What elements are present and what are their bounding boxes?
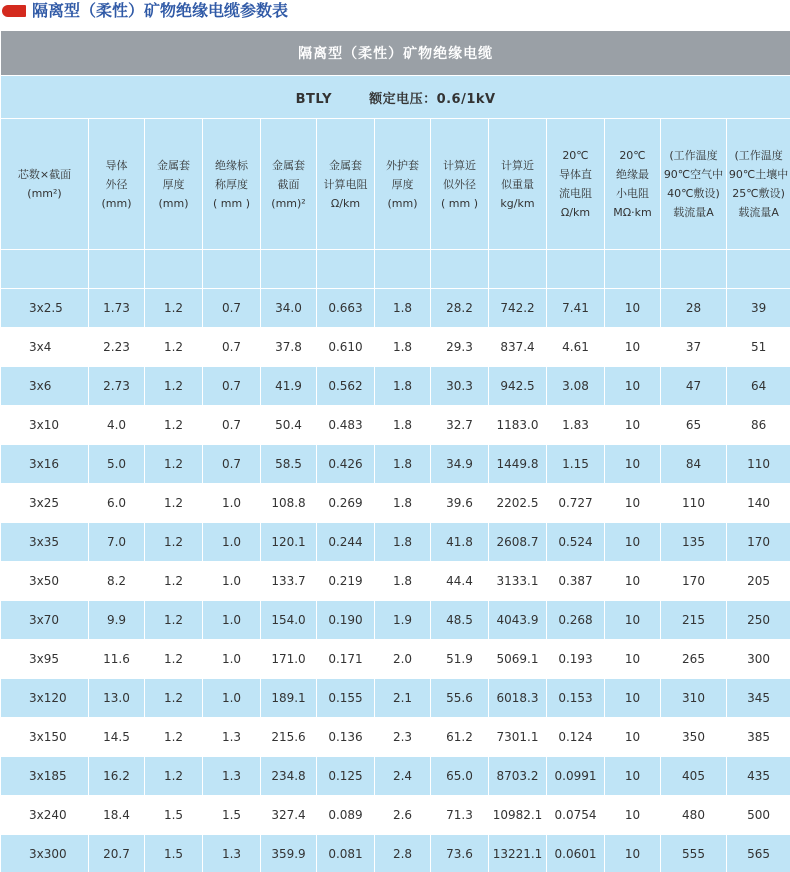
table-row <box>1 523 790 562</box>
table-cell: 2608.7 <box>489 523 547 562</box>
table-cell: 2.6 <box>375 796 431 835</box>
table-cell: 3x185 <box>1 757 89 796</box>
table-cell: 1.8 <box>375 484 431 523</box>
table-cell: 47 <box>661 367 727 406</box>
table-cell: 48.5 <box>431 601 489 640</box>
table-cell: 58.5 <box>261 445 317 484</box>
table-cell: 265 <box>661 640 727 679</box>
table-cell: 10 <box>605 484 661 523</box>
table-cell: 1.5 <box>145 835 203 872</box>
blank-cell <box>431 250 489 289</box>
table-cell: 1.2 <box>145 289 203 328</box>
table-cell: 3x300 <box>1 835 89 872</box>
table-cell: 0.171 <box>317 640 375 679</box>
table-cell: 4.61 <box>547 328 605 367</box>
table-cell: 405 <box>661 757 727 796</box>
table-cell: 1.0 <box>203 523 261 562</box>
table-cell: 300 <box>727 640 790 679</box>
table-row <box>1 406 790 445</box>
table-cell: 3x25 <box>1 484 89 523</box>
table-cell: 942.5 <box>489 367 547 406</box>
table-cell: 0.7 <box>203 289 261 328</box>
table-cell: 310 <box>661 679 727 718</box>
table-row <box>1 757 790 796</box>
table-cell: 10 <box>605 601 661 640</box>
table-cell: 3x35 <box>1 523 89 562</box>
table-cell: 565 <box>727 835 790 872</box>
table-cell: 1.83 <box>547 406 605 445</box>
table-cell: 3x95 <box>1 640 89 679</box>
table-cell: 13221.1 <box>489 835 547 872</box>
table-cell: 170 <box>727 523 790 562</box>
table-cell: 3x2.5 <box>1 289 89 328</box>
table-cell: 359.9 <box>261 835 317 872</box>
table-cell: 39.6 <box>431 484 489 523</box>
table-cell: 2.4 <box>375 757 431 796</box>
table-row <box>1 367 790 406</box>
table-subtitle <box>1 76 790 119</box>
table-cell: 0.0601 <box>547 835 605 872</box>
blank-cell <box>605 250 661 289</box>
table-cell: 10982.1 <box>489 796 547 835</box>
table-cell: 0.125 <box>317 757 375 796</box>
table-cell: 1449.8 <box>489 445 547 484</box>
table-cell: 64 <box>727 367 790 406</box>
table-cell: 0.153 <box>547 679 605 718</box>
table-cell: 1.2 <box>145 601 203 640</box>
table-cell: 41.8 <box>431 523 489 562</box>
parameter-table-container <box>0 30 790 872</box>
table-cell: 51 <box>727 328 790 367</box>
table-row <box>1 796 790 835</box>
table-cell: 28 <box>661 289 727 328</box>
table-cell: 71.3 <box>431 796 489 835</box>
blank-cell <box>1 250 89 289</box>
table-cell: 13.0 <box>89 679 145 718</box>
table-cell: 84 <box>661 445 727 484</box>
table-cell: 10 <box>605 679 661 718</box>
table-cell: 6.0 <box>89 484 145 523</box>
table-cell: 0.190 <box>317 601 375 640</box>
table-cell: 0.268 <box>547 601 605 640</box>
table-cell: 0.269 <box>317 484 375 523</box>
table-cell: 1.9 <box>375 601 431 640</box>
table-cell: 18.4 <box>89 796 145 835</box>
blank-cell <box>261 250 317 289</box>
table-cell: 3.08 <box>547 367 605 406</box>
table-cell: 0.124 <box>547 718 605 757</box>
table-cell: 34.9 <box>431 445 489 484</box>
table-cell: 250 <box>727 601 790 640</box>
table-row <box>1 328 790 367</box>
table-cell: 742.2 <box>489 289 547 328</box>
table-cell: 14.5 <box>89 718 145 757</box>
table-cell: 10 <box>605 367 661 406</box>
table-cell: 215.6 <box>261 718 317 757</box>
blank-cell <box>145 250 203 289</box>
table-cell: 1.3 <box>203 757 261 796</box>
table-cell: 41.9 <box>261 367 317 406</box>
table-cell: 0.7 <box>203 328 261 367</box>
column-header: 外护套 厚度 (mm) <box>375 119 431 250</box>
table-cell: 0.483 <box>317 406 375 445</box>
table-title: 隔离型（柔性）矿物绝缘电缆 <box>1 31 790 76</box>
table-cell: 1183.0 <box>489 406 547 445</box>
table-cell: 32.7 <box>431 406 489 445</box>
table-cell: 10 <box>605 523 661 562</box>
table-cell: 65.0 <box>431 757 489 796</box>
table-cell: 10 <box>605 562 661 601</box>
blank-cell <box>547 250 605 289</box>
table-cell: 480 <box>661 796 727 835</box>
table-cell: 0.524 <box>547 523 605 562</box>
table-cell: 7.0 <box>89 523 145 562</box>
table-cell: 34.0 <box>261 289 317 328</box>
table-cell: 1.8 <box>375 289 431 328</box>
table-cell: 110 <box>727 445 790 484</box>
table-cell: 2.73 <box>89 367 145 406</box>
table-cell: 39 <box>727 289 790 328</box>
table-cell: 1.73 <box>89 289 145 328</box>
table-cell: 0.155 <box>317 679 375 718</box>
table-cell: 385 <box>727 718 790 757</box>
table-cell: 0.0754 <box>547 796 605 835</box>
table-cell: 3x4 <box>1 328 89 367</box>
table-cell: 3x16 <box>1 445 89 484</box>
table-cell: 2.8 <box>375 835 431 872</box>
table-cell: 4043.9 <box>489 601 547 640</box>
table-cell: 0.081 <box>317 835 375 872</box>
table-cell: 327.4 <box>261 796 317 835</box>
table-cell: 1.8 <box>375 328 431 367</box>
table-cell: 1.8 <box>375 406 431 445</box>
table-cell: 350 <box>661 718 727 757</box>
table-row <box>1 640 790 679</box>
blank-cell <box>317 250 375 289</box>
table-cell: 4.0 <box>89 406 145 445</box>
cable-model: BTLY <box>295 91 333 107</box>
table-cell: 110 <box>661 484 727 523</box>
table-cell: 1.2 <box>145 367 203 406</box>
table-cell: 0.7 <box>203 445 261 484</box>
table-cell: 44.4 <box>431 562 489 601</box>
table-cell: 3x50 <box>1 562 89 601</box>
table-cell: 0.7 <box>203 367 261 406</box>
table-cell: 0.136 <box>317 718 375 757</box>
table-cell: 0.089 <box>317 796 375 835</box>
table-cell: 1.2 <box>145 757 203 796</box>
table-cell: 5.0 <box>89 445 145 484</box>
table-cell: 1.2 <box>145 679 203 718</box>
table-cell: 555 <box>661 835 727 872</box>
table-cell: 1.15 <box>547 445 605 484</box>
table-cell: 8.2 <box>89 562 145 601</box>
table-cell: 1.2 <box>145 445 203 484</box>
table-cell: 37.8 <box>261 328 317 367</box>
column-header: 20℃ 绝缘最 小电阻 MΩ·km <box>605 119 661 250</box>
table-cell: 1.8 <box>375 445 431 484</box>
column-header: 金属套 厚度 (mm) <box>145 119 203 250</box>
table-cell: 1.8 <box>375 562 431 601</box>
table-cell: 0.244 <box>317 523 375 562</box>
column-header: 20℃ 导体直 流电阻 Ω/km <box>547 119 605 250</box>
table-cell: 1.0 <box>203 601 261 640</box>
table-cell: 0.387 <box>547 562 605 601</box>
table-cell: 20.7 <box>89 835 145 872</box>
table-cell: 10 <box>605 445 661 484</box>
table-cell: 1.0 <box>203 640 261 679</box>
table-cell: 3x120 <box>1 679 89 718</box>
table-cell: 5069.1 <box>489 640 547 679</box>
table-cell: 0.193 <box>547 640 605 679</box>
blank-spacer-row <box>1 250 790 289</box>
table-cell: 10 <box>605 406 661 445</box>
table-cell: 37 <box>661 328 727 367</box>
table-row <box>1 445 790 484</box>
table-cell: 8703.2 <box>489 757 547 796</box>
parameter-table <box>0 30 790 872</box>
blank-cell <box>375 250 431 289</box>
table-cell: 1.2 <box>145 640 203 679</box>
table-cell: 133.7 <box>261 562 317 601</box>
table-cell: 189.1 <box>261 679 317 718</box>
table-cell: 10 <box>605 796 661 835</box>
table-cell: 0.727 <box>547 484 605 523</box>
column-header: 金属套 计算电阻 Ω/km <box>317 119 375 250</box>
table-cell: 0.0991 <box>547 757 605 796</box>
blank-cell <box>489 250 547 289</box>
column-header: 计算近 似重量 kg/km <box>489 119 547 250</box>
blank-cell <box>661 250 727 289</box>
table-cell: 0.610 <box>317 328 375 367</box>
column-header: (工作温度 90℃土壤中 25℃敷设) 载流量A <box>727 119 790 250</box>
table-cell: 1.0 <box>203 484 261 523</box>
table-cell: 28.2 <box>431 289 489 328</box>
table-cell: 3x150 <box>1 718 89 757</box>
table-cell: 29.3 <box>431 328 489 367</box>
table-cell: 3x240 <box>1 796 89 835</box>
table-cell: 215 <box>661 601 727 640</box>
table-cell: 1.0 <box>203 562 261 601</box>
table-cell: 3x70 <box>1 601 89 640</box>
table-cell: 500 <box>727 796 790 835</box>
table-cell: 2.23 <box>89 328 145 367</box>
table-cell: 65 <box>661 406 727 445</box>
table-row <box>1 718 790 757</box>
column-header: (工作温度 90℃空气中 40℃敷设) 载流量A <box>661 119 727 250</box>
table-cell: 2.1 <box>375 679 431 718</box>
table-cell: 170 <box>661 562 727 601</box>
table-cell: 6018.3 <box>489 679 547 718</box>
table-cell: 86 <box>727 406 790 445</box>
table-cell: 345 <box>727 679 790 718</box>
table-cell: 7301.1 <box>489 718 547 757</box>
table-cell: 10 <box>605 718 661 757</box>
table-cell: 16.2 <box>89 757 145 796</box>
table-cell: 1.8 <box>375 523 431 562</box>
table-cell: 7.41 <box>547 289 605 328</box>
table-cell: 2.0 <box>375 640 431 679</box>
table-cell: 837.4 <box>489 328 547 367</box>
table-cell: 1.3 <box>203 718 261 757</box>
table-cell: 1.2 <box>145 328 203 367</box>
table-cell: 55.6 <box>431 679 489 718</box>
column-header: 导体 外径 (mm) <box>89 119 145 250</box>
table-cell: 234.8 <box>261 757 317 796</box>
table-cell: 2.3 <box>375 718 431 757</box>
blank-cell <box>203 250 261 289</box>
table-cell: 3133.1 <box>489 562 547 601</box>
table-cell: 1.2 <box>145 718 203 757</box>
table-row <box>1 601 790 640</box>
table-cell: 30.3 <box>431 367 489 406</box>
table-cell: 1.2 <box>145 523 203 562</box>
table-cell: 10 <box>605 328 661 367</box>
table-cell: 10 <box>605 835 661 872</box>
table-cell: 3x10 <box>1 406 89 445</box>
table-cell: 205 <box>727 562 790 601</box>
table-cell: 154.0 <box>261 601 317 640</box>
table-row <box>1 289 790 328</box>
table-cell: 0.426 <box>317 445 375 484</box>
table-cell: 0.663 <box>317 289 375 328</box>
table-cell: 10 <box>605 289 661 328</box>
table-row <box>1 835 790 872</box>
table-cell: 140 <box>727 484 790 523</box>
rated-voltage: 额定电压：0.6/1kV <box>369 91 496 107</box>
table-cell: 435 <box>727 757 790 796</box>
table-row <box>1 484 790 523</box>
page-heading <box>0 0 790 22</box>
table-cell: 2202.5 <box>489 484 547 523</box>
column-header: 金属套 截面 (mm)² <box>261 119 317 250</box>
table-cell: 11.6 <box>89 640 145 679</box>
table-cell: 0.562 <box>317 367 375 406</box>
table-cell: 0.7 <box>203 406 261 445</box>
table-cell: 1.8 <box>375 367 431 406</box>
table-cell: 1.2 <box>145 562 203 601</box>
table-cell: 1.2 <box>145 484 203 523</box>
table-cell: 135 <box>661 523 727 562</box>
table-cell: 120.1 <box>261 523 317 562</box>
table-cell: 10 <box>605 640 661 679</box>
table-cell: 1.5 <box>203 796 261 835</box>
table-cell: 0.219 <box>317 562 375 601</box>
table-cell: 1.3 <box>203 835 261 872</box>
table-cell: 51.9 <box>431 640 489 679</box>
table-row <box>1 562 790 601</box>
table-cell: 9.9 <box>89 601 145 640</box>
table-cell: 1.0 <box>203 679 261 718</box>
column-header: 绝缘标 称厚度 ( mm ) <box>203 119 261 250</box>
table-cell: 171.0 <box>261 640 317 679</box>
table-cell: 1.2 <box>145 406 203 445</box>
page-title: 隔离型（柔性）矿物绝缘电缆参数表 <box>32 1 289 20</box>
table-cell: 10 <box>605 757 661 796</box>
heading-marker <box>2 5 26 17</box>
table-cell: 3x6 <box>1 367 89 406</box>
table-row <box>1 679 790 718</box>
column-header: 芯数×截面 (mm²) <box>1 119 89 250</box>
table-cell: 50.4 <box>261 406 317 445</box>
blank-cell <box>727 250 790 289</box>
table-cell: 73.6 <box>431 835 489 872</box>
table-cell: 1.5 <box>145 796 203 835</box>
blank-cell <box>89 250 145 289</box>
table-cell: 61.2 <box>431 718 489 757</box>
table-cell: 108.8 <box>261 484 317 523</box>
column-header: 计算近 似外径 ( mm ) <box>431 119 489 250</box>
